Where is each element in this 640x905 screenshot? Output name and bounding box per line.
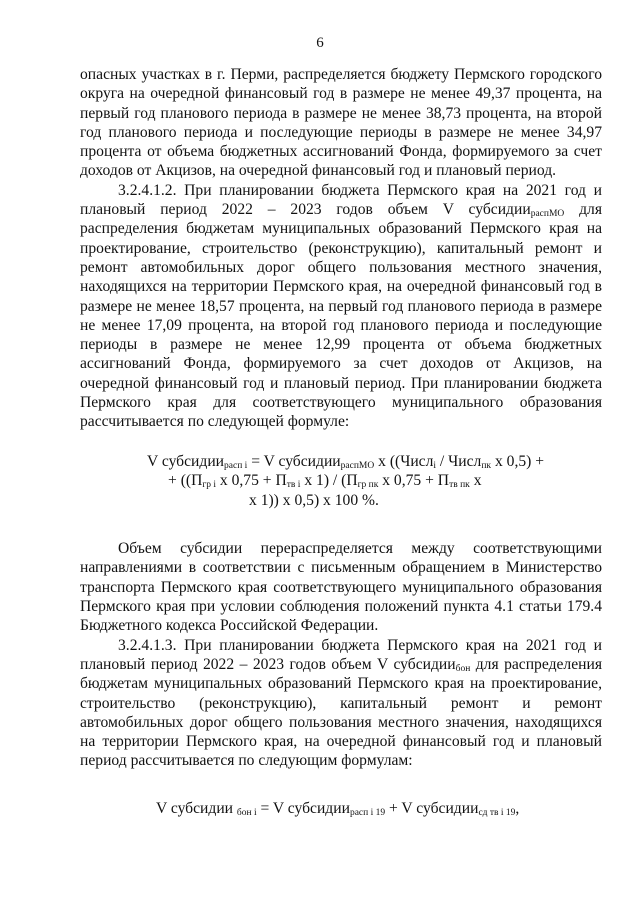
formula-bon-subsidy: V субсидии $_{бон i}$ = V субсидии$_{расп i 19}$ + V субсидии$_{сд тв i 19}$, [156,799,520,818]
formula-line-3: х 1)) х 0,5) х 100 %. [249,491,379,509]
paragraph-continuation: опасных участках в г. Перми, распределяется бюджету Пермского городского округа на очередной финансовый год в размере не менее 49,37 процента, на первый год планового периода в размере не менее 38,73 процента, на второй год планового периода и последующие периоды в размере не менее 34,97 процента от объема бюджетных ассигнований Фонда, формируемого за счет доходов от Акцизов, на очередной финансовый год и плановый период. [80,66,602,180]
page-number: 6 [316,35,324,51]
formula-subsidy-distribution [80,452,602,511]
formula-line-1: V субсидии$_{расп i}$ = V субсидии$_{распМО}$ х ((Числ$_i$ / Числ$_{пк}$ х 0,5) + [147,452,545,471]
paragraph-3-2-4-1-2: 3.2.4.1.2. При планировании бюджета Пермского края на 2021 год и плановый период 2022 – 2023 годов объем V субсидии$_{распМО}$ для распределения бюджетам муниципальных образований Пермского края на проектирование, строительство (реконструкцию), капитальный ремонт и ремонт автомобильных дорог общего пользования местного значения, находящихся на территории Пермского края, на очередной финансовый год в размере не менее 18,57 процента, на первый год планового периода в размере не менее 17,09 процента, на второй год планового периода и последующие периоды в размере не менее 12,99 процента от объема бюджетных ассигнований Фонда, формируемого за счет доходов от Акцизов, на очередной финансовый год и плановый период. При планировании бюджета Пермского края для соответствующего муниципального образования рассчитывается по следующей формуле: [80,181,602,431]
paragraph-redistribution: Объем субсидии перераспределяется между соответствующими направлениями в соответствии с письменным обращением в Министерство транспорта Пермского края соответствующего муниципального образования Пермского края при условии соблюдения положений пункта 4.1 статьи 179.4 Бюджетного кодекса Российской Федерации. [80,540,602,635]
document-body [80,65,602,819]
paragraph-3-2-4-1-3: 3.2.4.1.3. При планировании бюджета Пермского края на 2021 год и плановый период 2022 – 2023 годов объем V субсидии$_{бон}$ для распределения бюджетам муниципальных образований Пермского края на проектирование, строительство (реконструкцию), капитальный ремонт и ремонт автомобильных дорог общего пользования местного значения, находящихся на территории Пермского края, на очередной финансовый год и плановый период рассчитывается по следующим формулам: [80,636,602,770]
formula-line-2: + (($П_{гр i}$ х $0,75 + П_{тв i}$ х $1) / (П_{гр пк}$ х $0,75 + П_{тв пк}$ х [168,472,482,491]
